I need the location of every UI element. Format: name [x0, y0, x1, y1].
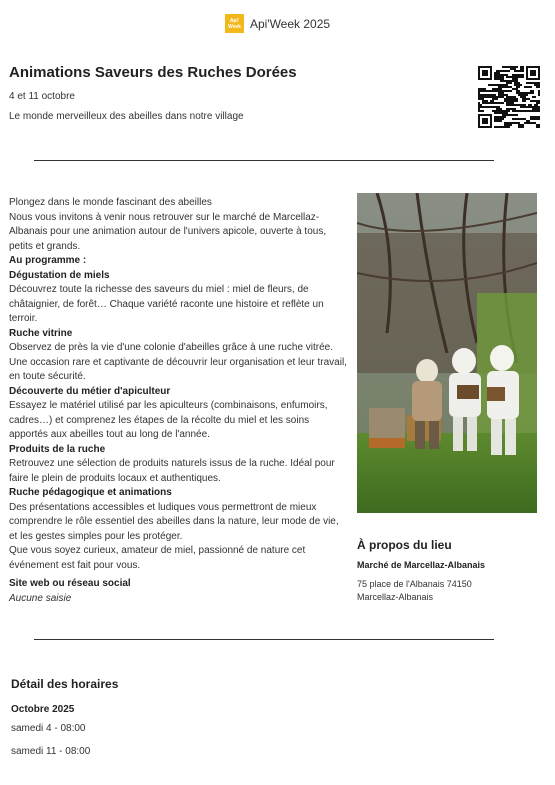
- divider-top: [34, 160, 494, 161]
- schedule-slot: samedi 4 - 08:00: [11, 723, 86, 734]
- section-heading: Produits de la ruche: [9, 443, 106, 455]
- closing-text: Que vous soyez curieux, amateur de miel, passionné de nature cet événement est fait pour vous.: [9, 545, 306, 571]
- brand-title: Api'Week 2025: [249, 16, 331, 31]
- invite-text: Nous vous invitons à venir nous retrouver sur le marché de Marcellaz-Albanais pour une animation autour de l'univers apicole, ouverte à tous, petits et grands.: [9, 211, 327, 252]
- section-text: Observez de près la vie d'une colonie d'abeilles grâce à une ruche vitrée. Une occasion rare et captivante de découvrir leur organisation et leur travail, en toute sécurité.: [9, 342, 347, 382]
- event-dates: 4 et 11 octobre: [9, 91, 75, 102]
- section-text: Découvrez toute la richesse des saveurs du miel : miel de fleurs, de châtaignier, de forêt… Chaque variété raconte une histoire et reflète un terroir.: [9, 284, 324, 324]
- event-subtitle: Le monde merveilleux des abeilles dans notre village: [9, 111, 244, 122]
- event-description: [9, 196, 349, 606]
- section-text: Retrouvez une sélection de produits naturels issus de la ruche. Idéal pour faire le plein de produits locaux et authentiques.: [9, 458, 335, 484]
- section-heading: Ruche vitrine: [9, 327, 73, 339]
- section-text: Essayez le matériel utilisé par les apiculteurs (combinaisons, enfumoirs, cadres…) et comprenez les étapes de la récolte du miel et les soins apportés aux abeilles tout au long de l'année.: [9, 400, 328, 440]
- place-name: Marché de Marcellaz-Albanais: [357, 560, 486, 570]
- section-text: Des présentations accessibles et ludiques vous permettront de mieux comprendre le rôle essentiel des abeilles dans la nature, leur mode de vie, et les gestes simples pour les protéger.: [9, 501, 339, 542]
- intro-text: Plongez dans le monde fascinant des abeilles: [9, 197, 212, 208]
- schedule-heading: Détail des horaires: [11, 677, 119, 691]
- api-week-logo: Api' Week: [225, 14, 244, 33]
- event-title: Animations Saveurs des Ruches Dorées: [9, 64, 297, 81]
- schedule-month: Octobre 2025: [11, 704, 75, 715]
- website-label: Site web ou réseau social: [9, 578, 131, 589]
- place-address: [357, 578, 472, 604]
- city-line: Marcellaz-Albanais: [357, 592, 434, 602]
- divider-bottom: [34, 639, 494, 640]
- section-heading: Dégustation de miels: [9, 269, 110, 281]
- website-value: Aucune saisie: [9, 592, 72, 604]
- schedule-slot: samedi 11 - 08:00: [11, 746, 91, 757]
- qr-code[interactable]: [478, 66, 540, 128]
- page-header: [0, 14, 555, 33]
- section-heading: Découverte du métier d'apiculteur: [9, 385, 171, 397]
- program-label: Au programme :: [9, 255, 87, 266]
- beekeepers-photo: [357, 193, 537, 513]
- address-line: 75 place de l'Albanais 74150: [357, 579, 472, 589]
- place-heading: À propos du lieu: [357, 538, 452, 552]
- section-heading: Ruche pédagogique et animations: [9, 487, 172, 498]
